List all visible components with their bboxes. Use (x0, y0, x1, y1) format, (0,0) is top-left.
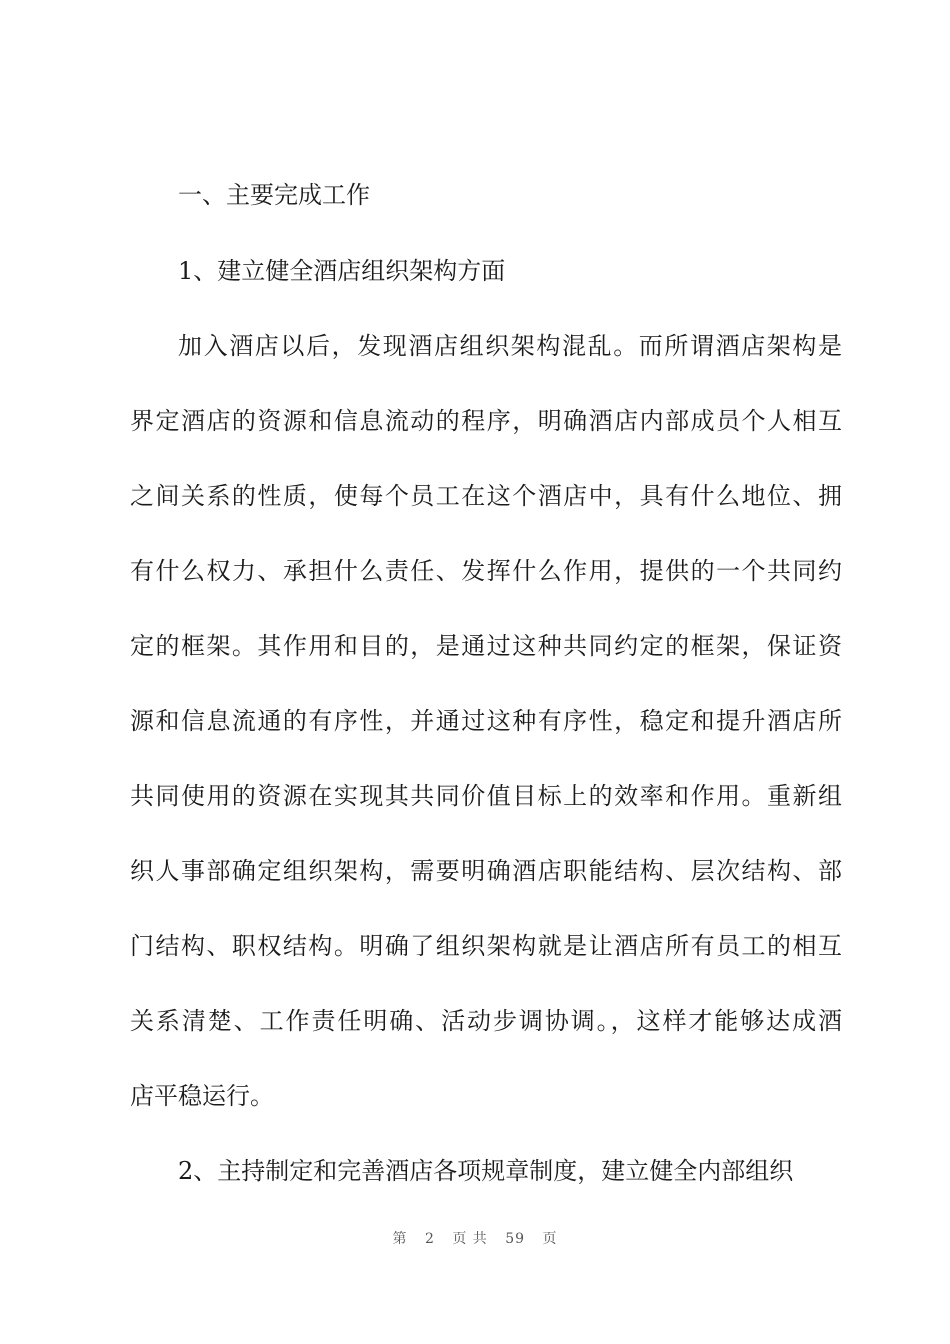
paragraph-line: 关系清楚、工作责任明确、活动步调协调。，这样才能够达成酒 (130, 1007, 842, 1035)
paragraph-line: 加入酒店以后，发现酒店组织架构混乱。而所谓酒店架构是 (178, 332, 842, 360)
paragraph-line: 源和信息流通的有序性，并通过这种有序性，稳定和提升酒店所 (130, 707, 842, 735)
footer-middle: 页 共 (452, 1231, 488, 1247)
paragraph-line: 定的框架。其作用和目的，是通过这种共同约定的框架，保证资 (130, 632, 842, 660)
footer-prefix: 第 (392, 1231, 408, 1247)
paragraph-line: 织人事部确定组织架构，需要明确酒店职能结构、层次结构、部 (130, 857, 842, 885)
paragraph-line: 有什么权力、承担什么责任、发挥什么作用，提供的一个共同约 (130, 557, 842, 585)
paragraph-line: 之间关系的性质，使每个员工在这个酒店中，具有什么地位、拥 (130, 482, 842, 510)
paragraph-line: 店平稳运行。 (130, 1082, 274, 1110)
footer-total-pages: 59 (505, 1231, 526, 1247)
paragraph-line: 界定酒店的资源和信息流动的程序，明确酒店内部成员个人相互 (130, 407, 842, 435)
section-heading: 一、主要完成工作 (178, 181, 370, 209)
paragraph-line: 门结构、职权结构。明确了组织架构就是让酒店所有员工的相互 (130, 932, 842, 960)
footer-suffix: 页 (542, 1231, 558, 1247)
subsection-heading: 2、主持制定和完善酒店各项规章制度，建立健全内部组织 (178, 1157, 794, 1185)
page-footer (0, 1230, 950, 1248)
paragraph-line: 共同使用的资源在实现其共同价值目标上的效率和作用。重新组 (130, 782, 842, 810)
subsection-heading: 1、建立健全酒店组织架构方面 (178, 257, 506, 285)
footer-page-number: 2 (424, 1231, 435, 1247)
